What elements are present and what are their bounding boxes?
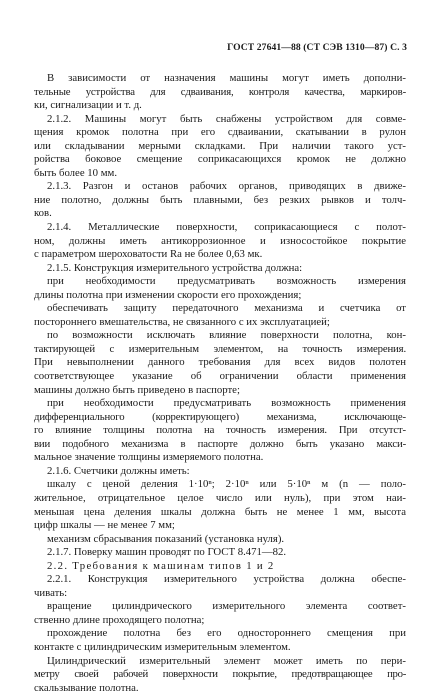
text-line: или складывании мерными складками. При наличии такого уст- [34, 139, 406, 152]
text-line: прохождение полотна без его одностороннего смещения при [47, 627, 406, 640]
text-line: тактирующей с измерительным элементом, на точность измерения. [34, 342, 406, 355]
text-line: 2.1.2. Машины могут быть снабжены устройством для совме- [47, 112, 406, 125]
text-line: 2.2.1. Конструкция измерительного устройства должна обеспе- [47, 573, 406, 586]
text-line: метру своей рабочей поверхности покрытие, предотвращающее про- [34, 668, 406, 681]
text-line: ние полотно, должны быть плавными, без резких рывков и толч- [34, 193, 406, 206]
text-line: скальзывание полотна. [34, 681, 139, 694]
text-line: меньшая цена деления шкалы должна быть не менее 1 мм, высота [34, 505, 406, 518]
text-line: с параметром шероховатости Ra не более 0,63 мк. [34, 248, 263, 261]
text-line: Цилиндрический измерительный элемент может иметь по пери- [47, 654, 406, 667]
text-line: При невыполнении данного требования для всех видов полотен [34, 356, 406, 369]
text-line: ственно длине проходящего полотна; [34, 613, 205, 626]
text-line: механизм сбрасывания показаний (установка нуля). [47, 532, 285, 545]
text-line: контакте с цилиндрическим измерительным элементом. [34, 640, 291, 653]
text-line: дифференциального (корректирующего) механизма, исключающе- [34, 410, 406, 423]
text-line: ки, сигнализации и т. д. [34, 99, 142, 112]
text-line: ков. [34, 207, 52, 220]
text-line: щения кромок полотна при его сдваивании, скатывании в рулон [34, 126, 406, 139]
text-line: ном, должны иметь антикоррозионное и износостойкое покрытие [34, 234, 406, 247]
text-line: 2.1.5. Конструкция измерительного устройства должна: [47, 261, 303, 274]
text-line: цифр шкалы — не менее 7 мм; [34, 519, 175, 532]
text-line: вращение цилиндрического измерительного элемента соответ- [47, 600, 406, 613]
text-line: 2.1.3. Разгон и останов рабочих органов, приводящих в движе- [47, 180, 406, 193]
text-line: 2.1.6. Счетчики должны иметь: [47, 464, 190, 477]
text-line: шкалу с ценой деления 1·10ⁿ; 2·10ⁿ или 5·10ⁿ м (n — поло- [47, 478, 406, 491]
text-line: тельные устройства для сдваивания, контроля качества, маркиров- [34, 85, 406, 98]
text-line: 2.1.7. Поверку машин проводят по ГОСТ 8.471—82. [47, 546, 287, 559]
text-line: при необходимости предусматривать возможность измерения [47, 275, 406, 288]
page-header: ГОСТ 27641—88 (СТ СЭВ 1310—87) С. 3 [227, 42, 407, 53]
text-line: машины должно быть приведено в паспорте; [34, 383, 240, 396]
text-line: при необходимости предусматривать возможность применения [47, 397, 406, 410]
text-line: чивать: [34, 586, 68, 599]
text-line: длины полотна при изменении скорости его прохождения; [34, 288, 302, 301]
text-line: ройства боковое смещение соприкасающихся кромок не должно [34, 153, 406, 166]
text-line: постороннего вмешательства, не связанного с их эксплуатацией; [34, 315, 330, 328]
text-line: по возможности исключать влияние поверхности полотна, кон- [47, 329, 406, 342]
text-line: 2.1.4. Металлические поверхности, соприкасающиеся с полот- [47, 221, 406, 234]
text-line: мальное значение толщины измеряемого полотна. [34, 451, 264, 464]
text-line: жительное, отрицательное целое число или нуль), при этом наи- [34, 491, 406, 504]
text-line: В зависимости от назначения машины могут иметь дополни- [47, 72, 406, 84]
text-line: быть более 10 мм. [34, 166, 118, 179]
text-line: го влияние толщины полотна на точность измерения. При отсутст- [34, 424, 406, 437]
text-line: вии подобного механизма в паспорте должно быть указано макси- [34, 437, 406, 450]
text-line: 2.2. Требования к машинам типов 1 и 2 [47, 559, 275, 572]
text-line: обеспечивать защиту передаточного механизма и счетчика от [47, 302, 406, 315]
document-body [34, 72, 406, 695]
text-line: соответствующее указание об ограничении области применения [34, 370, 406, 383]
